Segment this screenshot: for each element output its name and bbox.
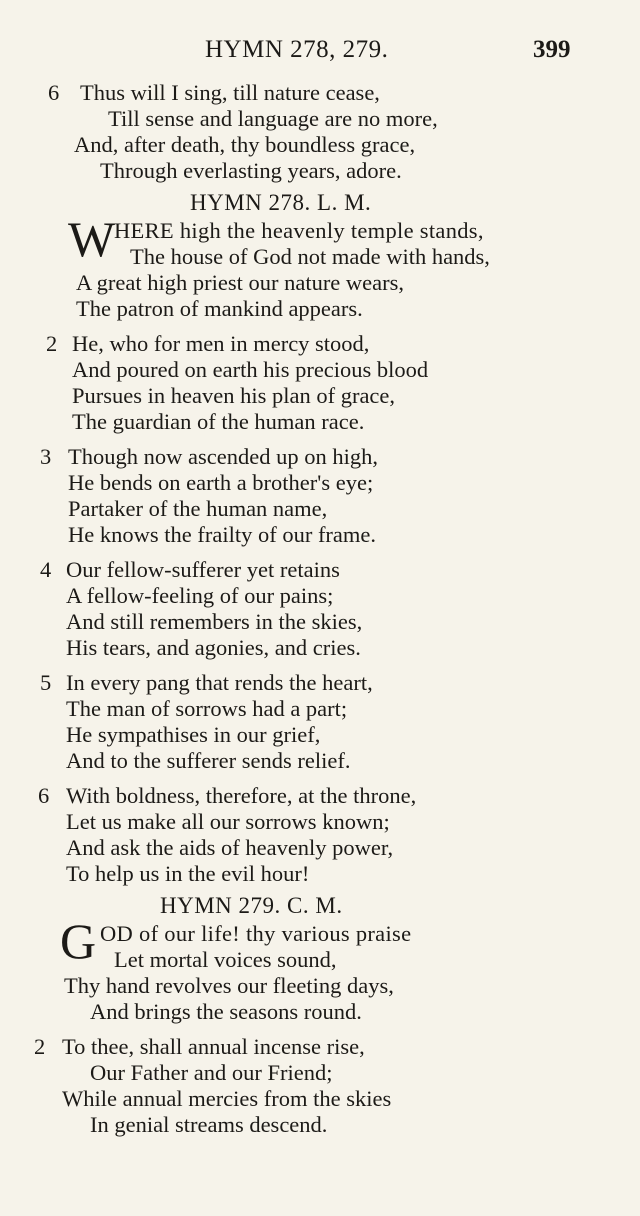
running-head (0, 36, 640, 68)
verse-line: The guardian of the human race. (72, 409, 365, 434)
verse-line: While annual mercies from the skies (62, 1086, 392, 1111)
verse-line: Though now ascended up on high, (68, 444, 378, 469)
verse-line: Thy hand revolves our fleeting days, (64, 973, 394, 998)
verse-line: Thus will I sing, till nature cease, (80, 80, 380, 105)
verse-line: Let us make all our sorrows known; (66, 809, 390, 834)
verse-line: He bends on earth a brother's eye; (68, 470, 374, 495)
stanza-number: 3 (40, 444, 52, 469)
verse-line: And still remembers in the skies, (66, 609, 363, 634)
verse-line: Our fellow-sufferer yet retains (66, 557, 340, 582)
verse-line: Pursues in heaven his plan of grace, (72, 383, 396, 408)
verse-line: His tears, and agonies, and cries. (66, 635, 361, 660)
verse-line: He knows the frailty of our frame. (68, 522, 377, 547)
verse-line: In genial streams descend. (90, 1112, 328, 1137)
hymn-278-heading: HYMN 278. L. M. (190, 190, 372, 215)
verse-line: And poured on earth his precious blood (72, 357, 429, 382)
hymn-279-heading: HYMN 279. C. M. (160, 893, 343, 918)
stanza-number: 2 (34, 1034, 46, 1059)
drop-capital: G (60, 913, 97, 969)
verse-line: And ask the aids of heavenly power, (66, 835, 394, 860)
verse-line: And to the sufferer sends relief. (66, 748, 351, 773)
page-number: 399 (533, 36, 571, 63)
stanza-number: 2 (46, 331, 58, 356)
verse-line: Through everlasting years, adore. (100, 158, 402, 183)
verse-line: HERE high the heavenly temple stands, (114, 218, 484, 243)
verse-line: A great high priest our nature wears, (76, 270, 405, 295)
stanza-number: 6 (48, 80, 60, 105)
verse-line: The man of sorrows had a part; (66, 696, 348, 721)
drop-capital: W (68, 211, 116, 267)
verse-line: OD of our life! thy various praise (100, 921, 412, 946)
verse-line: Let mortal voices sound, (114, 947, 337, 972)
verse-line: Partaker of the human name, (68, 496, 328, 521)
verse-line: To thee, shall annual incense rise, (62, 1034, 365, 1059)
verse-line: In every pang that rends the heart, (66, 670, 373, 695)
stanza-number: 5 (40, 670, 52, 695)
verse-line: He, who for men in mercy stood, (72, 331, 370, 356)
verse-line: To help us in the evil hour! (66, 861, 310, 886)
verse-line: A fellow-feeling of our pains; (66, 583, 334, 608)
verse-line: Our Father and our Friend; (90, 1060, 333, 1085)
verse-line: Till sense and language are no more, (108, 106, 438, 131)
verse-line: He sympathises in our grief, (66, 722, 321, 747)
verse-line: With boldness, therefore, at the throne, (66, 783, 417, 808)
verse-line: The house of God not made with hands, (130, 244, 490, 269)
verse-line: The patron of mankind appears. (76, 296, 363, 321)
stanza-number: 6 (38, 783, 50, 808)
stanza-number: 4 (40, 557, 52, 582)
running-title: HYMN 278, 279. (205, 36, 389, 63)
verse-line: And, after death, thy boundless grace, (74, 132, 416, 157)
verse-line: And brings the seasons round. (90, 999, 362, 1024)
